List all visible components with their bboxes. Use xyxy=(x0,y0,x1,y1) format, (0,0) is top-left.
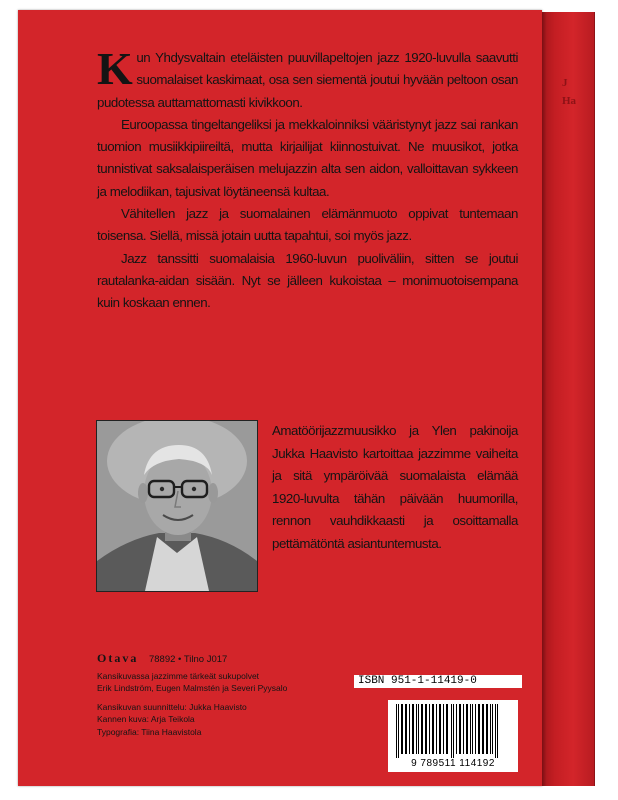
credit-line: Typografia: Tiina Haavistola xyxy=(97,726,202,737)
cover-caption-line: Erik Lindström, Eugen Malmstén ja Severi Pyysalo xyxy=(97,683,288,693)
blurb-paragraph xyxy=(97,43,518,114)
credit-line: Kansikuvan suunnittelu: Jukka Haavisto xyxy=(97,701,247,712)
credit-line: Kannen kuva: Arja Teikola xyxy=(97,714,195,724)
publisher-line xyxy=(97,652,337,667)
cover-caption-line: Kansikuvassa jazzimme tärkeät sukupolvet xyxy=(97,670,260,681)
barcode-bars xyxy=(388,700,518,758)
blurb-paragraph: Vähitellen jazz ja suomalainen elämänmuoto oppivat tuntemaan toisensa. Siellä, missä jotain uutta tapahtui, soi myös jazz. xyxy=(97,206,518,244)
credits xyxy=(97,701,337,739)
author-photo xyxy=(96,420,258,592)
blurb-paragraph: Euroopassa tingeltangeliksi ja mekkaloinniksi vääristynyt jazz sai rankan tuomion musiikkipiireiltä, mutta kirjailijat kiinnostuivat. Ne muusikot, jotka tunnistivat saksalaisperäisen melujazzin alta sen aidon, valloittavan sykkeen ja melodiikan, tajusivat löytäneensä kultaa. xyxy=(97,116,518,199)
spine-edge xyxy=(542,12,547,786)
cover-caption xyxy=(97,670,337,695)
imprint xyxy=(97,652,337,744)
author-bio: Amatöörijazzmuusikko ja Ylen pakinoija Jukka Haavisto kartoittaa jazzimme vaiheita ja sitä ympäröivää suomalaista elämää 1920-luvulta tähän päivään huumorilla, rennon vauhdikkaasti ja osoittamalla pettämätöntä asiantuntemusta. xyxy=(272,423,518,551)
spine-letter: J xyxy=(562,77,568,89)
blurb-paragraph-text: un Yhdysvaltain eteläisten puuvillapeltojen jazz 1920-luvulla saavutti suomalaiset kaskimaat, osa sen siementä joutui hyvään peltoon osan pudotessa auttamattomasti kivikkoon. xyxy=(97,50,518,110)
spine-title-fragment xyxy=(562,74,576,110)
book-spine xyxy=(542,12,595,786)
drop-cap: K xyxy=(97,43,133,94)
catalog-number: 78892 • Tilno J017 xyxy=(148,654,228,665)
isbn-label: ISBN 951-1-11419-0 xyxy=(354,675,522,688)
blurb-paragraph: Jazz tanssitti suomalaisia 1960-luvun puoliväliin, sitten se joutui rautalanka-aidan sisään. Nyt se jälleen kukoistaa – monimuotoisempana kuin koskaan ennen. xyxy=(97,250,518,311)
barcode-number: 9 789511 114192 xyxy=(411,758,495,769)
spine-letter: Ha xyxy=(562,95,577,107)
barcode xyxy=(388,700,518,772)
publisher-logo: Otava xyxy=(97,651,139,665)
blurb-text xyxy=(97,43,518,315)
